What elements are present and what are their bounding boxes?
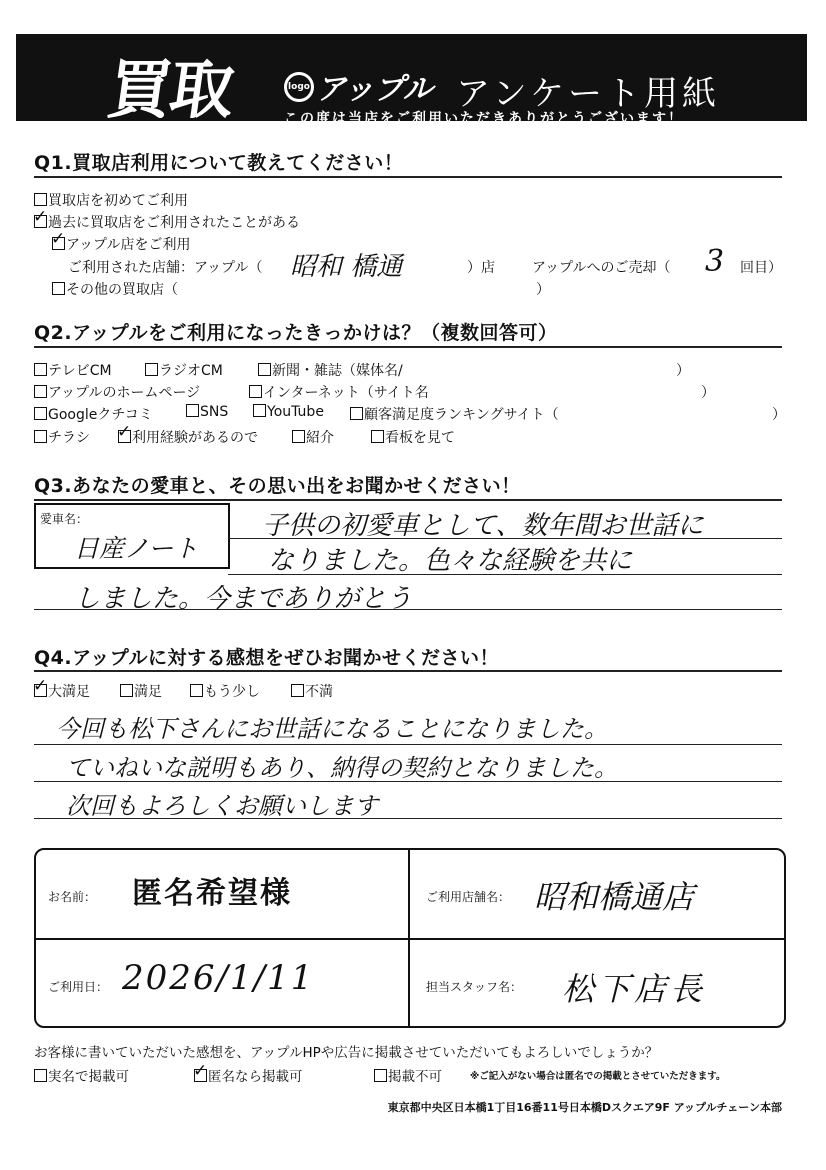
option-label: 顧客満足度ランキングサイト（ — [364, 407, 559, 423]
name-value[interactable]: 匿名希望様 — [132, 876, 292, 911]
header-title: 買取 — [102, 54, 238, 128]
checkbox[interactable] — [291, 684, 304, 697]
comment-line-3[interactable]: 次回もよろしくお願いします — [66, 792, 378, 820]
checkbox[interactable] — [249, 385, 262, 398]
q1-sales-label: アップルへのご売却（ — [532, 260, 671, 276]
checkbox[interactable] — [145, 363, 158, 376]
date-label: ご利用日： — [48, 980, 109, 994]
option-label: ラジオCM — [159, 363, 223, 379]
q1-sales-value[interactable]: 3 — [705, 244, 725, 279]
q2-option-internet[interactable] — [249, 382, 429, 402]
memory-line-2[interactable]: なりました。色々な経験を共に — [268, 546, 633, 576]
info-table — [34, 848, 786, 1028]
q4-heading: Q4.アップルに対する感想をぜひお聞かせください！ — [34, 647, 500, 669]
option-label: 過去に買取店をご利用されたことがある — [48, 215, 300, 231]
consent-option-real-name[interactable] — [34, 1065, 129, 1085]
checkbox[interactable] — [371, 430, 384, 443]
q1-store-label: ご利用された店舗：アップル（ — [68, 260, 263, 276]
consent-option-no-publish[interactable] — [374, 1065, 442, 1085]
option-label: 買取店を初めてご利用 — [48, 193, 188, 209]
q2-ranking-close: ） — [772, 407, 786, 423]
staff-label: 担当スタッフ名： — [426, 980, 523, 994]
checkbox[interactable] — [374, 1069, 387, 1082]
q1-heading: Q1.買取店利用について教えてください！ — [34, 152, 404, 174]
apple-logo-icon: logo — [284, 72, 314, 102]
q2-option-signboard[interactable] — [371, 427, 455, 447]
name-label: お名前： — [48, 890, 97, 904]
q1-option-apple[interactable] — [52, 234, 190, 254]
q2-internet-close: ） — [701, 385, 715, 401]
checkbox[interactable] — [292, 430, 305, 443]
option-label: SNS — [200, 404, 229, 420]
q4-option-dissatisfied[interactable] — [291, 681, 333, 701]
q2-option-homepage[interactable] — [34, 382, 200, 402]
table-divider — [36, 938, 784, 940]
q4-option-satisfied[interactable] — [120, 681, 162, 701]
q2-option-tv[interactable] — [34, 360, 112, 380]
checkbox[interactable] — [34, 363, 47, 376]
checkbox[interactable] — [120, 684, 133, 697]
q2-underline — [34, 346, 782, 348]
option-label: テレビCM — [48, 363, 112, 379]
option-label: 掲載不可 — [388, 1069, 442, 1085]
store-name-label: ご利用店舗名： — [426, 890, 511, 904]
consent-question: お客様に書いていただいた感想を、アップルHPや広告に掲載させていただいてもよろしいでしょうか？ — [34, 1045, 659, 1061]
option-label: インターネット（サイト名 — [263, 385, 429, 401]
option-label: 満足 — [134, 684, 162, 700]
option-label: 紹介 — [306, 430, 334, 446]
q4-option-very-satisfied[interactable] — [34, 681, 90, 701]
checkbox[interactable] — [34, 385, 47, 398]
checkbox[interactable] — [186, 404, 199, 417]
option-label: 利用経験があるので — [132, 430, 258, 446]
q2-option-sns[interactable] — [186, 404, 228, 420]
option-label: 新聞・雑誌（媒体名/ — [272, 363, 403, 379]
writing-line — [228, 538, 782, 539]
option-label: YouTube — [267, 404, 324, 420]
writing-line — [34, 818, 782, 819]
memory-line-3[interactable]: しました。今までありがとう — [74, 584, 413, 614]
q2-option-flyer[interactable] — [34, 427, 90, 447]
option-label: 匿名なら掲載可 — [208, 1069, 303, 1085]
car-name-value[interactable]: 日産ノート — [74, 534, 199, 563]
q2-option-news[interactable] — [258, 360, 403, 380]
q1-underline — [34, 176, 782, 178]
option-label: 不満 — [305, 684, 333, 700]
q1-other-close: ） — [536, 282, 550, 298]
q2-option-referral[interactable] — [292, 427, 334, 447]
consent-note: ※ご記入がない場合は匿名での掲載とさせていただきます。 — [470, 1071, 726, 1082]
consent-option-anonymous[interactable] — [194, 1065, 303, 1085]
brand-name: アップル — [316, 72, 433, 107]
q4-underline — [34, 670, 782, 672]
q1-option-other[interactable] — [52, 279, 178, 299]
car-name-label: 愛車名： — [40, 512, 89, 526]
checkbox-checked[interactable] — [52, 237, 65, 250]
checkbox-checked[interactable] — [118, 430, 131, 443]
checkbox[interactable] — [34, 407, 47, 420]
footer-address: 東京都中央区日本橋1丁目16番11号日本橋Dスクエア9F アップルチェーン本部 — [387, 1101, 782, 1114]
survey-title: アンケート用紙 — [456, 74, 720, 114]
writing-line — [34, 609, 782, 610]
checkbox[interactable] — [190, 684, 203, 697]
checkbox[interactable] — [52, 282, 65, 295]
q1-store-suffix: ）店 — [467, 260, 495, 276]
option-label: 看板を見て — [385, 430, 455, 446]
checkbox-checked[interactable] — [194, 1069, 207, 1082]
q2-option-ranking[interactable] — [350, 404, 559, 424]
q2-option-google[interactable] — [34, 404, 153, 424]
q1-option-past[interactable] — [34, 212, 300, 232]
option-label: もう少し — [204, 684, 260, 700]
option-label: その他の買取店（ — [66, 282, 178, 298]
q1-store-value[interactable]: 昭和 橋通 — [290, 252, 403, 282]
q1-sales-suffix: 回目） — [740, 260, 782, 276]
writing-line — [34, 781, 782, 782]
q2-option-youtube[interactable] — [253, 404, 324, 420]
option-label: 実名で掲載可 — [48, 1069, 129, 1085]
q2-heading: Q2.アップルをご利用になったきっかけは？（複数回答可） — [34, 322, 558, 344]
q3-heading: Q3.あなたの愛車と、その思い出をお聞かせください！ — [34, 475, 521, 497]
checkbox[interactable] — [34, 193, 47, 206]
q3-underline — [34, 499, 782, 501]
q2-option-experience[interactable] — [118, 427, 258, 447]
memory-line-1[interactable]: 子供の初愛車として、数年間お世話に — [262, 511, 704, 541]
writing-line — [34, 744, 782, 745]
comment-line-2[interactable]: ていねいな説明もあり、納得の契約となりました。 — [66, 754, 618, 782]
header-banner — [16, 34, 807, 128]
q2-option-radio[interactable] — [145, 360, 223, 380]
option-label: Googleクチコミ — [48, 407, 153, 423]
checkbox-checked[interactable] — [34, 684, 47, 697]
checkbox[interactable] — [34, 430, 47, 443]
checkbox[interactable] — [34, 1069, 47, 1082]
checkbox[interactable] — [350, 407, 363, 420]
q1-option-first[interactable] — [34, 190, 188, 210]
option-label: アップルのホームページ — [48, 385, 201, 401]
staff-value[interactable]: 松下店長 — [562, 970, 707, 1008]
q2-news-close: ） — [676, 363, 690, 379]
car-name-box[interactable] — [34, 503, 230, 569]
store-name-value[interactable]: 昭和橋通店 — [534, 878, 695, 916]
thanks-message: この度は当店をご利用いただきありがとうございます！ — [284, 111, 684, 127]
comment-line-1[interactable]: 今回も松下さんにお世話になることになりました。 — [56, 715, 608, 743]
writing-line — [228, 574, 782, 575]
q4-option-a-bit-more[interactable] — [190, 681, 260, 701]
option-label: チラシ — [48, 430, 90, 446]
checkbox[interactable] — [253, 404, 266, 417]
option-label: アップル店をご利用 — [66, 237, 191, 253]
date-value[interactable]: 2026/1/11 — [122, 958, 315, 998]
checkbox-checked[interactable] — [34, 215, 47, 228]
option-label: 大満足 — [48, 684, 90, 700]
checkbox[interactable] — [258, 363, 271, 376]
